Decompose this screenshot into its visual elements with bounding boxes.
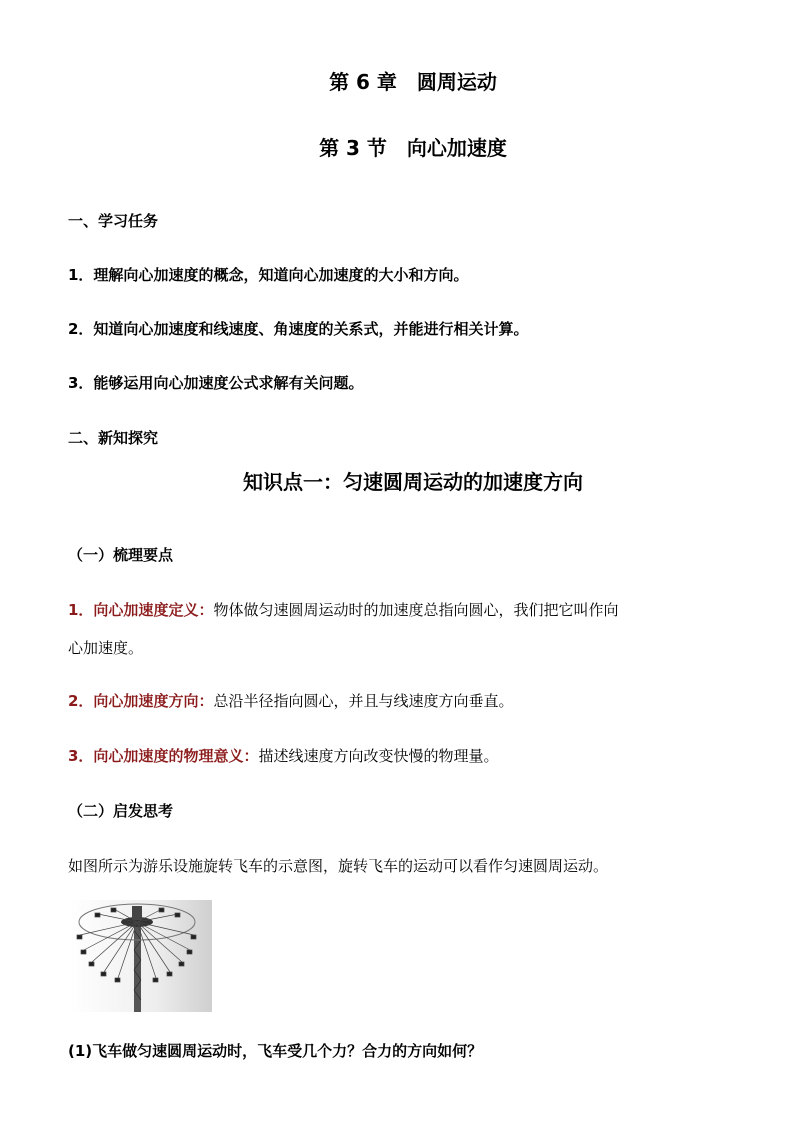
meaning-paragraph (68, 745, 498, 766)
task-item: 1．理解向心加速度的概念，知道向心加速度的大小和方向。 (68, 266, 469, 284)
task-item: 2．知道向心加速度和线速度、角速度的关系式，并能进行相关计算。 (68, 320, 529, 338)
subheading-thinking: （二）启发思考 (68, 802, 174, 820)
definition-label: 1．向心加速度定义： (68, 601, 214, 619)
knowledge-point-title: 知识点一：匀速圆周运动的加速度方向 (243, 470, 583, 494)
direction-label: 2．向心加速度方向： (68, 692, 214, 710)
section-heading-tasks: 一、学习任务 (68, 212, 159, 230)
section-heading-explore: 二、新知探究 (68, 429, 159, 447)
rotating-ride-illustration (70, 900, 212, 1012)
chapter-title: 第 6 章 圆周运动 (329, 70, 497, 94)
definition-continuation: 心加速度。 (68, 639, 144, 657)
question-1: (1)飞车做匀速圆周运动时，飞车受几个力？合力的方向如何？ (68, 1042, 483, 1060)
intro-paragraph: 如图所示为游乐设施旋转飞车的示意图，旋转飞车的运动可以看作匀速圆周运动。 (68, 857, 609, 875)
direction-paragraph (68, 690, 513, 711)
section-title: 第 3 节 向心加速度 (319, 136, 507, 160)
meaning-text: 描述线速度方向改变快慢的物理量。 (258, 747, 499, 765)
definition-text: 物体做匀速圆周运动时的加速度总指向圆心，我们把它叫作向 (213, 601, 619, 619)
direction-text: 总沿半径指向圆心，并且与线速度方向垂直。 (213, 692, 514, 710)
rotating-ride-image (70, 900, 212, 1012)
meaning-label: 3．向心加速度的物理意义： (68, 747, 259, 765)
subheading-key-points: （一）梳理要点 (68, 546, 174, 564)
definition-paragraph (68, 599, 618, 620)
task-item: 3．能够运用向心加速度公式求解有关问题。 (68, 374, 364, 392)
